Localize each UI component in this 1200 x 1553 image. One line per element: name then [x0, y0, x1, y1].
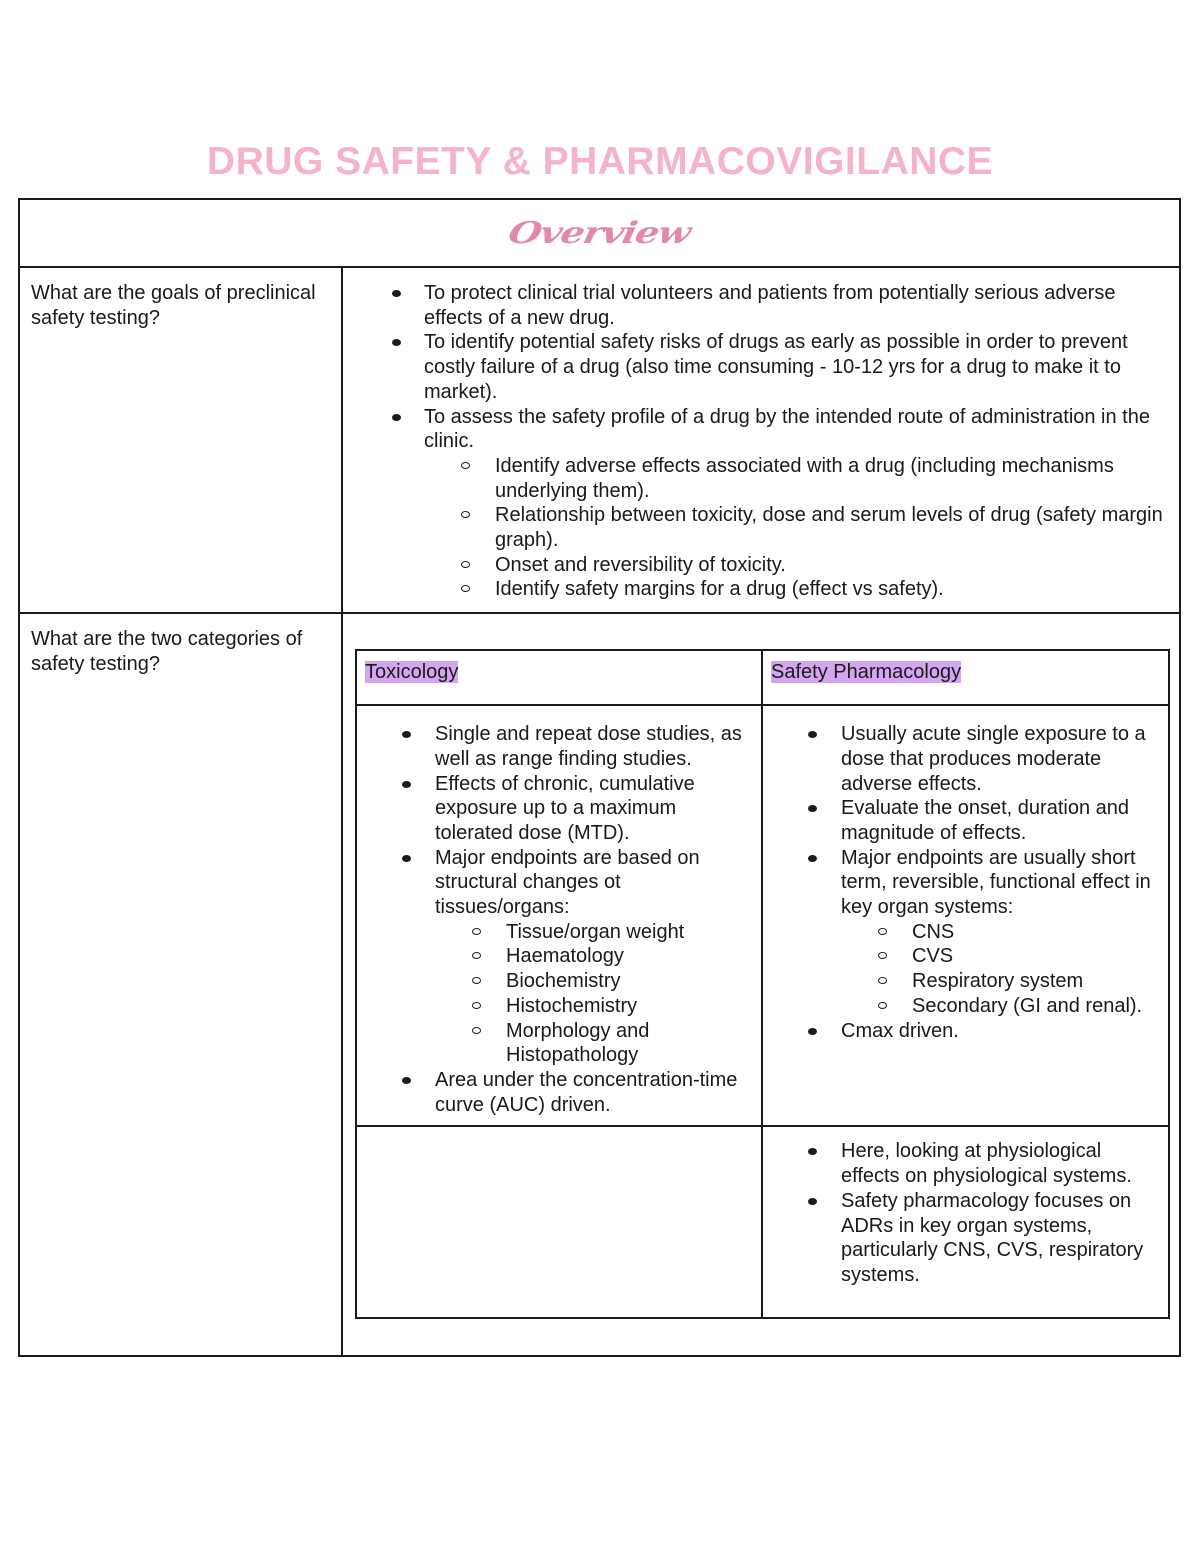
safety-pharmacology-extra-list: [763, 1139, 1158, 1287]
sub-list-item: [357, 969, 751, 994]
sub-list-item: [343, 577, 1165, 602]
safety-pharmacology-header: [762, 650, 1169, 705]
table-row: [19, 613, 1180, 1356]
question-cell: [19, 267, 342, 613]
sub-list-item: [763, 944, 1158, 969]
point-text: Evaluate the onset, duration and magnitude of effects.: [841, 797, 1129, 844]
answer-text: To identify potential safety risks of drugs as early as possible in order to prevent costly failure of a drug (also time consuming - 10-12 yrs for a drug to make it to market).: [424, 331, 1128, 403]
list-item: [357, 846, 751, 1068]
overview-row: [19, 199, 1180, 267]
point-text: Area under the concentration-time curve (AUC) driven.: [435, 1068, 738, 1116]
list-item: [343, 405, 1165, 603]
section-heading: Overview: [505, 215, 694, 251]
sub-list-item: [357, 1019, 751, 1068]
sub-point-text: Histochemistry: [506, 994, 638, 1017]
list-item: [763, 796, 1158, 845]
sub-point-text: Respiratory system: [912, 970, 1084, 993]
safety-pharmacology-cell: [762, 705, 1169, 1126]
answer-text: To protect clinical trial volunteers and patients from potentially serious adverse effects of a new drug.: [424, 282, 1116, 329]
list-item: [763, 1189, 1158, 1288]
list-item: [763, 1139, 1158, 1188]
overview-cell: [19, 199, 1180, 267]
sub-answer-list: [424, 454, 1165, 602]
table-row: [19, 267, 1180, 613]
point-text: Major endpoints are based on structural changes ot tissues/organs:: [435, 846, 700, 919]
toxicology-heading: Toxicology: [365, 661, 459, 684]
categories-extra-row: [356, 1126, 1169, 1318]
sub-point-text: Morphology and Histopathology: [506, 1019, 650, 1067]
sub-list-item: [357, 994, 751, 1019]
answer-cell: [342, 613, 1180, 1356]
toxicology-cell: [356, 705, 762, 1126]
categories-header-row: [356, 650, 1169, 705]
list-item: [357, 772, 751, 846]
toxicology-list: [357, 722, 751, 1117]
sub-point-text: Biochemistry: [506, 970, 621, 993]
sub-answer-text: Identify safety margins for a drug (effect vs safety).: [495, 578, 944, 601]
sub-point-text: CVS: [912, 945, 954, 968]
list-item: [343, 330, 1165, 404]
toxicology-sub-list: [435, 920, 751, 1068]
notes-table: [18, 198, 1181, 1357]
list-item: [763, 846, 1158, 1019]
sub-list-item: [343, 454, 1165, 503]
sub-list-item: [343, 553, 1165, 578]
point-text: Effects of chronic, cumulative exposure up to a maximum tolerated dose (MTD).: [435, 772, 695, 844]
point-text: Here, looking at physiological effects on physiological systems.: [841, 1140, 1132, 1188]
list-item: [357, 1068, 751, 1117]
sub-answer-text: Onset and reversibility of toxicity.: [495, 553, 786, 576]
sub-point-text: Secondary (GI and renal).: [912, 994, 1143, 1017]
answer-text: To assess the safety profile of a drug by the intended route of administration in the clinic.: [424, 405, 1150, 453]
sub-point-text: Tissue/organ weight: [506, 920, 685, 943]
toxicology-header: [356, 650, 762, 705]
answer-cell: [342, 267, 1180, 613]
safety-pharmacology-extra-cell: [762, 1126, 1169, 1318]
list-item: [357, 722, 751, 771]
categories-body-row: [356, 705, 1169, 1126]
question-text: What are the two categories of safety testing?: [31, 628, 303, 675]
point-text: Single and repeat dose studies, as well as range finding studies.: [435, 723, 742, 770]
sub-point-text: CNS: [912, 920, 955, 943]
sub-list-item: [763, 969, 1158, 994]
sub-list-item: [763, 920, 1158, 945]
sub-answer-text: Identify adverse effects associated with a drug (including mechanisms underlying them).: [495, 454, 1114, 502]
document-title: DRUG SAFETY & PHARMACOVIGILANCE: [206, 140, 994, 183]
list-item: [763, 722, 1158, 796]
point-text: Cmax driven.: [841, 1019, 959, 1042]
answer-list: [343, 281, 1165, 602]
sub-list-item: [357, 944, 751, 969]
point-text: Major endpoints are usually short term, reversible, functional effect in key organ systems:: [841, 846, 1151, 919]
sub-point-text: Haematology: [506, 945, 624, 968]
toxicology-extra-cell: [356, 1126, 762, 1318]
sub-list-item: [343, 503, 1165, 552]
safety-pharmacology-heading: Safety Pharmacology: [771, 661, 962, 684]
sub-list-item: [763, 994, 1158, 1019]
point-text: Safety pharmacology focuses on ADRs in key organ systems, particularly CNS, CVS, respiratory systems.: [841, 1189, 1144, 1286]
sub-list-item: [357, 920, 751, 945]
point-text: Usually acute single exposure to a dose that produces moderate adverse effects.: [841, 723, 1146, 795]
safety-pharmacology-sub-list: [841, 920, 1158, 1019]
question-text: What are the goals of preclinical safety testing?: [31, 282, 316, 329]
sub-answer-text: Relationship between toxicity, dose and serum levels of drug (safety margin graph).: [495, 504, 1163, 552]
list-item: [343, 281, 1165, 330]
categories-table: [355, 649, 1170, 1319]
safety-pharmacology-list: [763, 722, 1158, 1043]
list-item: [763, 1019, 1158, 1044]
question-cell: [19, 613, 342, 1356]
